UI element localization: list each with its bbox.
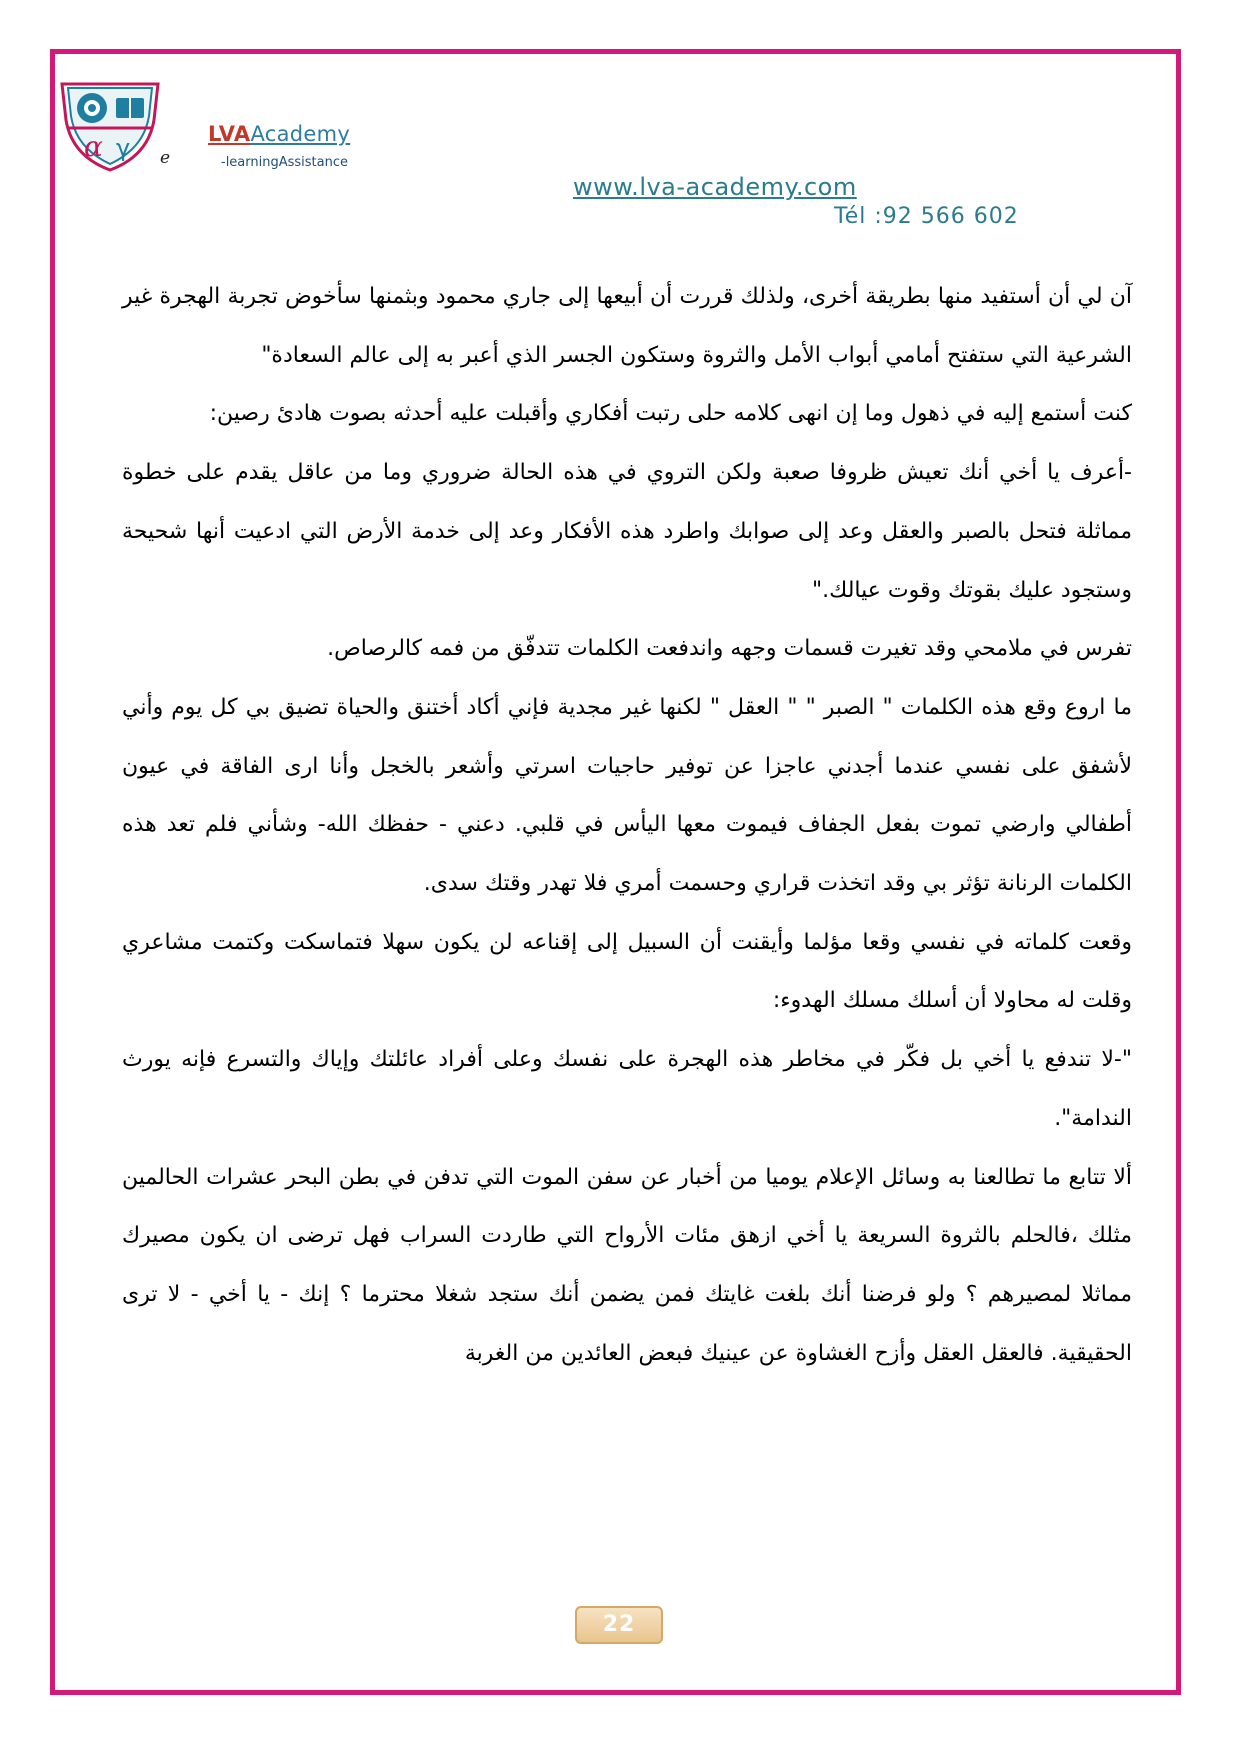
- brand-tagline: -learningAssistance: [221, 155, 348, 170]
- document-body: [122, 268, 1132, 1383]
- svg-text:γ: γ: [116, 134, 131, 162]
- brand-name: [208, 122, 350, 146]
- brand-lva: LVA: [208, 122, 251, 146]
- paragraph: آن لي أن أستفيد منها بطريقة أخرى، ولذلك قررت أن أبيعها إلى جاري محمود وبثمنها سأخوض تجربة الهجرة غير الشرعية التي ستفتح أمامي أبواب الأمل والثروة وستكون الجسر الذي أعبر به إلى عالم السعادة": [122, 284, 1132, 368]
- logo-e-letter: e: [160, 148, 171, 168]
- page-number-badge: 22: [575, 1606, 663, 1644]
- paragraph: ما اروع وقع هذه الكلمات " الصبر " " العقل " لكنها غير مجدية فإني أكاد أختنق والحياة تضيق بي كل يوم وأني لأشفق على نفسي عندما أجدني عاجزا عن توفير حاجيات اسرتي وأشعر بالخجل وأنا ارى الفاقة في عيون أطفالي وارضي تموت بفعل الجفاف فيموت معها اليأس في قلبي. دعني - حفظك الله- وشأني فلم تعد هذه الكلمات الرنانة تؤثر بي وقد اتخذت قراري وحسمت أمري فلا تهدر وقتك سدى.: [122, 694, 1132, 897]
- paragraph: كنت أستمع إليه في ذهول وما إن انهى كلامه حلى رتبت أفكاري وأقبلت عليه أحدثه بصوت هادئ رصين:: [209, 401, 1132, 427]
- paragraph: تفرس في ملامحي وقد تغيرت قسمات وجهه واندفعت الكلمات تتدفّق من فمه كالرصاص.: [327, 636, 1132, 662]
- lva-academy-logo: [58, 80, 162, 172]
- paragraph: "-لا تندفع يا أخي بل فكّر في مخاطر هذه الهجرة على نفسك وعلى أفراد عائلتك وإياك والتسرع فإنه يورث الندامة".: [122, 1047, 1132, 1131]
- phone-number: Tél :92 566 602: [834, 204, 1019, 229]
- svg-text:α: α: [84, 130, 103, 163]
- website-link[interactable]: www.lva-academy.com: [573, 173, 857, 201]
- brand-academy: Academy: [250, 122, 351, 146]
- paragraph: وقعت كلماته في نفسي وقعا مؤلما وأيقنت أن السبيل إلى إقناعه لن يكون سهلا فتماسكت وكتمت مشاعري وقلت له محاولا أن أسلك مسلك الهدوء:: [122, 929, 1132, 1014]
- paragraph: ألا تتابع ما تطالعنا به وسائل الإعلام يوميا من أخبار عن سفن الموت التي تدفن في بطن البحر عشرات الحالمين مثلك ،فالحلم بالثروة السريعة يا أخي ازهق مئات الأرواح التي طاردت السراب فهل ترضى ان يكون مصيرك مماثلا لمصيرهم ؟ ولو فرضنا أنك بلغت غايتك فمن يضمن أنك ستجد شغلا محترما ؟ إنك - يا أخي - لا ترى الحقيقية. فالعقل العقل وأزح الغشاوة عن عينيك فبعض العائدين من الغربة: [122, 1164, 1132, 1366]
- paragraph: -أعرف يا أخي أنك تعيش ظروفا صعبة ولكن التروي في هذه الحالة ضروري وما من عاقل يقدم على خطوة مماثلة فتحل بالصبر والعقل وعد إلى صوابك واطرد هذه الأفكار وعد إلى خدمة الأرض التي ادعيت أنها شحيحة وستجود عليك بقوتك وقوت عيالك.": [122, 460, 1132, 603]
